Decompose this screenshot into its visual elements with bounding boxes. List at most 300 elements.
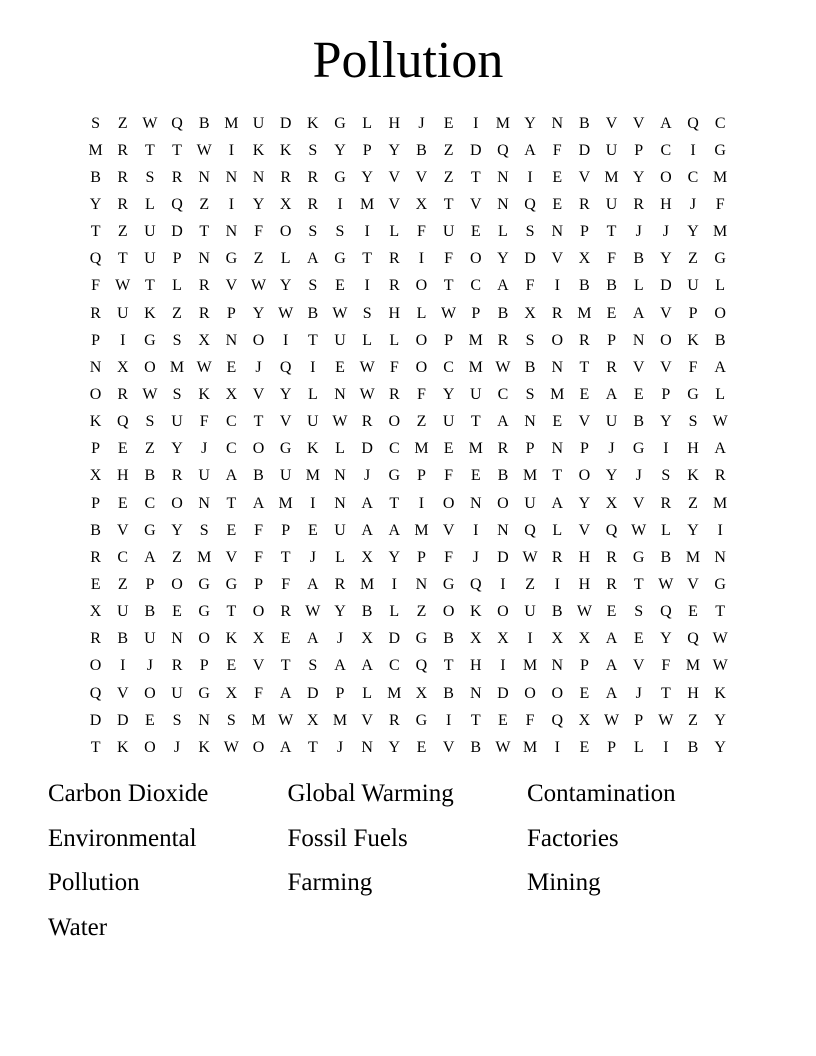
grid-cell: D [497, 684, 509, 702]
grid-cell: R [388, 711, 400, 729]
grid-cell: C [117, 548, 129, 566]
word-bank-item: Contamination [527, 780, 676, 807]
grid-cell: Q [524, 195, 536, 213]
grid-cell: H [687, 684, 699, 702]
grid-cell: P [91, 440, 101, 458]
grid-cell: U [198, 467, 210, 485]
grid-cell: L [715, 277, 726, 295]
grid-cell: L [498, 223, 508, 241]
grid-cell: I [120, 657, 126, 675]
grid-cell: R [280, 603, 291, 621]
grid-cell: F [254, 684, 263, 702]
grid-cell: M [414, 521, 429, 539]
grid-cell: H [469, 657, 482, 675]
grid-cell: W [196, 141, 212, 159]
grid-cell: H [388, 114, 401, 132]
grid-cell: O [388, 413, 401, 431]
grid-cell: P [199, 657, 209, 675]
grid-cell: R [280, 168, 291, 186]
grid-cell: Z [688, 711, 698, 729]
grid-cell: N [714, 548, 726, 566]
grid-cell: A [714, 358, 726, 376]
grid-cell: I [228, 141, 235, 159]
grid-cell: O [144, 684, 156, 702]
grid-cell: I [500, 657, 506, 675]
grid-cell: U [116, 304, 129, 322]
grid-cell: Z [253, 250, 264, 268]
grid-cell: F [254, 548, 263, 566]
grid-cell: R [633, 195, 645, 213]
grid-cell: Q [89, 250, 102, 268]
grid-cell: W [332, 413, 348, 431]
grid-cell: W [142, 114, 158, 132]
grid-cell: M [468, 440, 483, 458]
grid-cell: A [361, 494, 373, 512]
grid-cell: V [578, 168, 591, 186]
grid-cell: P [335, 684, 345, 702]
grid-cell: C [226, 413, 237, 431]
grid-cell: Z [525, 575, 535, 593]
grid-cell: E [226, 358, 237, 376]
grid-cell: T [172, 141, 182, 159]
grid-cell: M [713, 494, 728, 512]
grid-cell: P [607, 331, 616, 349]
grid-cell: U [334, 521, 346, 539]
grid-cell: B [660, 548, 672, 566]
grid-cell: A [307, 250, 319, 268]
grid-cell: B [687, 738, 699, 756]
grid-cell: W [250, 277, 267, 295]
grid-cell: F [525, 711, 535, 729]
grid-cell: N [524, 413, 536, 431]
grid-cell: I [554, 277, 560, 295]
grid-cell: M [360, 195, 375, 213]
grid-cell: N [198, 250, 210, 268]
grid-cell: S [308, 223, 318, 241]
grid-cell: G [334, 168, 346, 186]
grid-cell: E [90, 575, 101, 593]
grid-cell: O [89, 657, 102, 675]
grid-cell: U [279, 467, 292, 485]
word-bank-item: Environmental [48, 824, 197, 852]
grid-cell: I [120, 331, 126, 349]
grid-cell: N [225, 168, 238, 186]
grid-cell: H [687, 440, 699, 458]
grid-cell: C [660, 141, 672, 159]
grid-cell: E [117, 494, 128, 512]
grid-cell: U [252, 114, 265, 132]
grid-cell: G [225, 575, 238, 593]
grid-cell: M [713, 223, 728, 241]
grid-cell: U [605, 141, 618, 159]
grid-cell: X [524, 304, 536, 322]
grid-cell: F [417, 223, 426, 241]
grid-cell: E [335, 277, 345, 295]
grid-cell: P [254, 575, 263, 593]
grid-cell: P [444, 331, 454, 349]
grid-cell: Y [361, 168, 373, 186]
grid-cell: R [361, 413, 373, 431]
grid-cell: C [497, 385, 509, 403]
grid-cell: Y [714, 738, 726, 756]
grid-cell: I [663, 440, 669, 458]
grid-cell: B [144, 603, 156, 621]
grid-cell: R [171, 168, 183, 186]
grid-cell: W [712, 630, 728, 648]
grid-cell: E [443, 440, 454, 458]
grid-cell: N [225, 331, 238, 349]
grid-cell: W [576, 603, 592, 621]
grid-cell: E [633, 385, 644, 403]
grid-cell: F [444, 467, 454, 485]
grid-cell: F [444, 548, 454, 566]
grid-cell: Y [524, 114, 536, 132]
grid-cell: K [198, 385, 210, 403]
grid-cell: B [524, 358, 536, 376]
grid-cell: P [579, 657, 589, 675]
grid-cell: T [443, 277, 454, 295]
grid-cell: M [224, 114, 239, 132]
grid-cell: M [685, 657, 701, 675]
grid-cell: S [145, 168, 155, 186]
grid-cell: L [389, 331, 400, 349]
grid-cell: O [144, 738, 156, 756]
grid-cell: V [632, 114, 645, 132]
grid-cell: Y [578, 494, 591, 512]
grid-cell: X [361, 548, 373, 566]
grid-cell: Y [442, 385, 455, 403]
grid-cell: I [527, 630, 533, 648]
grid-cell: M [550, 385, 565, 403]
grid-cell: D [578, 141, 591, 159]
grid-cell: G [415, 630, 428, 648]
grid-cell: S [362, 304, 372, 322]
grid-cell: S [634, 603, 644, 621]
grid-cell: T [117, 250, 128, 268]
grid-cell: V [252, 385, 265, 403]
grid-cell: I [310, 494, 316, 512]
grid-cell: L [307, 385, 318, 403]
word-bank-item: Fossil Fuels [287, 824, 408, 852]
word-bank-item: Water [48, 913, 108, 941]
grid-cell: O [497, 494, 509, 512]
grid-cell: I [500, 575, 506, 593]
grid-cell: J [662, 223, 669, 241]
grid-cell: Z [172, 304, 182, 322]
grid-cell: A [252, 494, 265, 512]
grid-cell: J [255, 358, 262, 376]
grid-cell: S [172, 331, 182, 349]
grid-cell: T [715, 603, 726, 621]
grid-cell: C [388, 657, 400, 675]
grid-cell: R [551, 304, 563, 322]
grid-cell: T [307, 331, 318, 349]
grid-cell: P [281, 521, 291, 539]
grid-cell: H [578, 575, 591, 593]
grid-cell: F [688, 358, 698, 376]
grid-cell: R [579, 195, 590, 213]
grid-cell: U [171, 684, 183, 702]
grid-cell: P [91, 494, 101, 512]
grid-cell: U [144, 630, 156, 648]
grid-cell: W [631, 521, 647, 539]
grid-cell: E [498, 711, 508, 729]
grid-cell: F [254, 521, 263, 539]
grid-cell: T [633, 575, 644, 593]
grid-cell: C [687, 168, 699, 186]
grid-cell: E [579, 684, 590, 702]
grid-cell: Y [252, 304, 265, 322]
grid-cell: P [417, 548, 426, 566]
grid-cell: Q [116, 413, 129, 431]
grid-cell: I [418, 494, 425, 512]
grid-cell: A [307, 575, 319, 593]
grid-cell: P [579, 223, 589, 241]
grid-cell: T [470, 168, 481, 186]
grid-cell: G [388, 467, 401, 485]
grid-cell: Q [279, 358, 292, 376]
grid-cell: W [142, 385, 158, 403]
grid-cell: X [497, 630, 509, 648]
grid-cell: F [417, 385, 426, 403]
grid-cell: I [554, 738, 560, 756]
grid-cell: K [225, 630, 238, 648]
grid-cell: K [307, 114, 319, 132]
grid-cell: N [497, 195, 509, 213]
grid-cell: O [415, 331, 428, 349]
grid-cell: P [688, 304, 698, 322]
grid-cell: U [171, 413, 183, 431]
grid-cell: V [116, 684, 129, 702]
grid-cell: D [307, 684, 319, 702]
grid-cell: Z [688, 250, 698, 268]
grid-cell: E [552, 413, 563, 431]
grid-cell: Q [415, 657, 428, 675]
grid-cell: G [225, 250, 238, 268]
grid-cell: I [364, 277, 370, 295]
grid-cell: L [335, 548, 345, 566]
grid-cell: Z [117, 114, 128, 132]
grid-cell: H [116, 467, 129, 485]
grid-cell: U [524, 494, 536, 512]
grid-cell: B [633, 413, 645, 431]
grid-cell: N [551, 440, 564, 458]
grid-cell: M [305, 467, 320, 485]
grid-cell: I [527, 168, 533, 186]
grid-cell: Y [388, 141, 401, 159]
grid-cell: X [225, 385, 238, 403]
grid-cell: F [525, 277, 535, 295]
grid-cell: M [360, 575, 375, 593]
grid-cell: L [172, 277, 182, 295]
grid-cell: K [469, 603, 482, 621]
grid-cell: E [579, 738, 590, 756]
grid-cell: N [497, 168, 509, 186]
grid-cell: I [554, 575, 560, 593]
grid-cell: L [633, 738, 644, 756]
grid-cell: M [685, 548, 701, 566]
grid-cell: T [470, 711, 481, 729]
grid-cell: I [717, 521, 723, 539]
grid-cell: Q [551, 711, 564, 729]
grid-cell: W [522, 548, 538, 566]
grid-cell: N [551, 223, 564, 241]
grid-cell: R [606, 358, 617, 376]
grid-cell: B [198, 114, 210, 132]
grid-cell: L [389, 603, 400, 621]
grid-cell: M [169, 358, 185, 376]
grid-cell: W [495, 738, 511, 756]
grid-cell: E [470, 467, 481, 485]
grid-cell: O [198, 630, 210, 648]
grid-cell: K [687, 331, 699, 349]
grid-cell: T [90, 223, 101, 241]
grid-cell: X [415, 684, 428, 702]
grid-cell: Y [388, 738, 401, 756]
grid-cell: A [388, 521, 401, 539]
grid-cell: A [605, 657, 618, 675]
grid-cell: M [468, 358, 483, 376]
grid-cell: S [172, 711, 182, 729]
grid-cell: N [198, 168, 210, 186]
grid-cell: E [552, 195, 563, 213]
grid-cell: C [226, 440, 237, 458]
grid-cell: Y [660, 630, 672, 648]
grid-cell: S [308, 141, 318, 159]
word-bank-column [48, 772, 288, 950]
grid-cell: G [714, 250, 726, 268]
grid-cell: A [605, 684, 618, 702]
grid-cell: V [687, 575, 699, 593]
grid-cell: G [198, 575, 210, 593]
grid-cell: W [332, 304, 348, 322]
word-bank [48, 772, 767, 950]
grid-cell: T [606, 223, 617, 241]
grid-cell: G [334, 250, 346, 268]
grid-cell: V [252, 657, 265, 675]
grid-cell: O [252, 738, 265, 756]
grid-cell: X [605, 494, 618, 512]
grid-cell: J [418, 114, 425, 132]
grid-cell: Q [524, 521, 536, 539]
grid-cell: I [445, 711, 452, 729]
grid-cell: G [279, 440, 292, 458]
grid-cell: A [361, 521, 373, 539]
grid-cell: W [658, 711, 674, 729]
grid-cell: L [362, 331, 373, 349]
grid-cell: W [115, 277, 131, 295]
grid-cell: S [525, 223, 535, 241]
grid-cell: U [116, 603, 129, 621]
grid-cell: X [252, 630, 265, 648]
grid-cell: Y [171, 521, 183, 539]
grid-cell: R [90, 548, 101, 566]
grid-cell: V [605, 114, 618, 132]
grid-cell: S [91, 114, 101, 132]
grid-cell: A [551, 494, 564, 512]
grid-cell: V [578, 521, 591, 539]
grid-cell: M [522, 738, 538, 756]
grid-cell: W [359, 385, 375, 403]
grid-cell: T [470, 413, 481, 431]
grid-cell: M [522, 467, 538, 485]
grid-cell: W [305, 603, 321, 621]
grid-cell: T [443, 195, 454, 213]
grid-cell: W [359, 358, 375, 376]
grid-cell: N [551, 358, 564, 376]
grid-cell: I [473, 114, 479, 132]
grid-cell: Q [687, 630, 699, 648]
grid-cell: E [552, 168, 563, 186]
grid-cell: U [524, 603, 536, 621]
grid-cell: A [714, 440, 726, 458]
grid-cell: D [89, 711, 102, 729]
grid-cell: D [116, 711, 129, 729]
grid-cell: Q [171, 195, 183, 213]
word-bank-column [288, 772, 528, 950]
grid-cell: H [388, 304, 401, 322]
grid-cell: O [469, 250, 482, 268]
grid-cell: T [90, 738, 101, 756]
grid-cell: G [714, 141, 726, 159]
grid-cell: N [551, 657, 564, 675]
grid-cell: L [362, 114, 373, 132]
grid-cell: O [714, 304, 726, 322]
grid-cell: X [578, 630, 591, 648]
grid-cell: Q [605, 521, 618, 539]
grid-cell: R [660, 494, 672, 512]
grid-cell: L [416, 304, 427, 322]
grid-cell: N [469, 684, 482, 702]
grid-cell: I [228, 195, 235, 213]
grid-cell: A [497, 413, 509, 431]
grid-cell: P [661, 385, 671, 403]
grid-cell: U [605, 195, 618, 213]
grid-cell: N [171, 630, 183, 648]
grid-cell: O [252, 603, 265, 621]
grid-cell: B [470, 738, 482, 756]
grid-cell: L [552, 521, 563, 539]
grid-cell: N [334, 385, 346, 403]
grid-cell: W [223, 738, 239, 756]
grid-cell: J [608, 440, 615, 458]
grid-cell: L [362, 684, 373, 702]
grid-cell: V [442, 521, 455, 539]
grid-cell: J [364, 467, 371, 485]
grid-cell: P [91, 331, 101, 349]
grid-cell: Z [416, 413, 427, 431]
grid-cell: O [578, 467, 591, 485]
grid-cell: K [279, 141, 292, 159]
grid-cell: B [443, 630, 454, 648]
grid-cell: Q [497, 141, 509, 159]
grid-cell: E [307, 521, 318, 539]
grid-cell: G [334, 114, 346, 132]
grid-cell: W [441, 304, 457, 322]
grid-cell: G [198, 603, 210, 621]
grid-cell: J [472, 548, 479, 566]
grid-cell: X [198, 331, 210, 349]
grid-cell: C [443, 358, 454, 376]
grid-cell: O [442, 603, 455, 621]
grid-cell: C [144, 494, 156, 512]
grid-cell: B [117, 630, 129, 648]
grid-cell: O [415, 277, 428, 295]
grid-cell: F [281, 575, 291, 593]
grid-cell: R [307, 195, 319, 213]
grid-cell: N [252, 168, 265, 186]
grid-cell: G [415, 711, 428, 729]
